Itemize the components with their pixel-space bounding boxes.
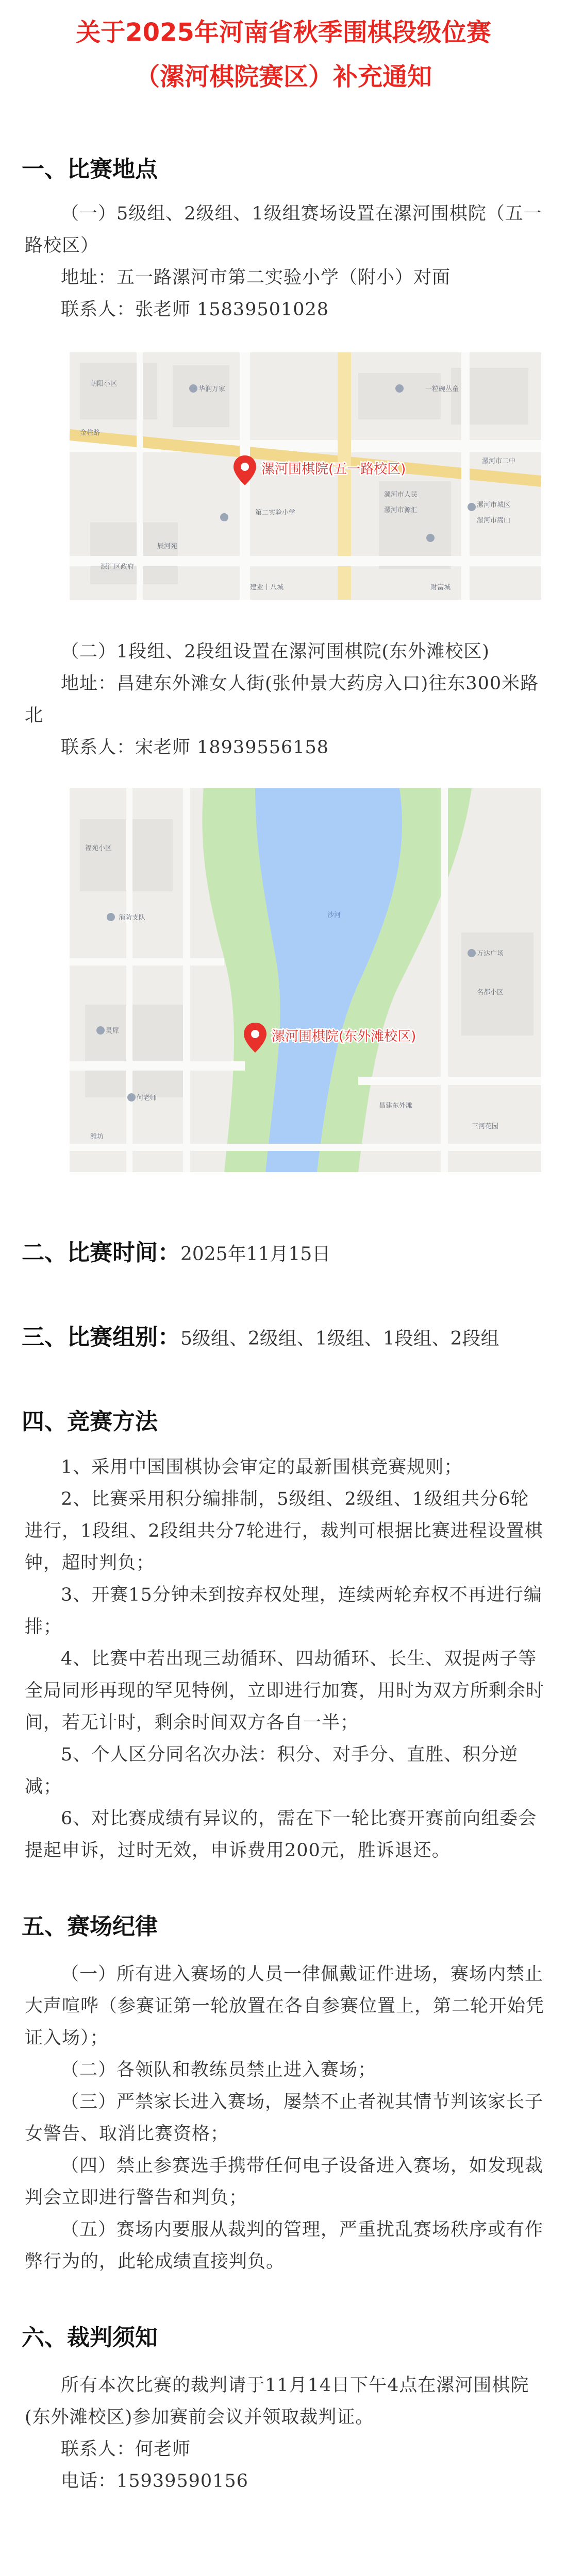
poi-dot [426,534,435,542]
method-item-6: 6、对比赛成绩有异议的，需在下一轮比赛开赛前向组委会提起申诉，过时无效，申诉费用200元，胜诉退还。 [25,1808,537,1861]
venue-2-text: （二）1段组、2段组设置在漯河围棋院(东外滩校区) [61,641,490,662]
discipline-item-1: （一）所有进入赛场的人员一律佩戴证件进场，赛场内禁止大声喧哗（参赛证第一轮放置在各自参赛位置上，第二轮开始凭证入场）； [25,1964,545,2048]
map-label: 名都小区 [477,989,504,996]
map-label: 昌建东外滩 [379,1102,413,1110]
section-time-heading [22,1234,567,1267]
poi-dot [395,384,404,393]
poi-dot [220,513,228,521]
poi-dot [468,949,476,957]
map-label: 漯河市二中 [482,457,516,465]
map-label: 辰河苑 [157,543,178,550]
venue-1-address: 地址：五一路漯河市第二实验小学（附小）对面 [61,267,451,288]
discipline-item-3: （三）严禁家长进入赛场，屡禁不止者视其情节判该家长子女警告、取消比赛资格； [25,2092,544,2144]
referee-phone: 电话：15939590156 [61,2471,248,2492]
map-label: 潍坊 [90,1133,104,1141]
section-groups-label: 三、比赛组别： [22,1324,180,1350]
map-label: 一粒碗丛童 [425,385,459,393]
map-label: 源汇区政府 [101,563,135,571]
section-referee-heading: 六、裁判须知 [22,2325,158,2351]
page-title [0,0,567,99]
map-label: 福苑小区 [85,844,112,852]
map-label: 万达广场 [477,950,504,958]
map-label: 消防支队 [119,914,146,922]
referee-text: 所有本次比赛的裁判请于11月14日下午4点在漯河围棋院(东外滩校区)参加赛前会议并领取裁判证。 [25,2375,529,2428]
map-label: 第二实验小学 [255,509,296,517]
map-label: 何老师 [137,1094,157,1102]
title-line-2: （漯河棋院赛区）补充通知 [135,62,432,91]
map-label: 漯河市人民 [384,491,418,499]
map-label: 建业十八城 [250,584,284,591]
method-item-4: 4、比赛中若出现三劫循环、四劫循环、长生、双提两子等全局同形再现的罕见特例，立即进行加赛，用时为双方所剩余时间，若无计时，剩余时间双方各自一半； [25,1649,545,1733]
map-label: 华润万家 [198,385,226,393]
section-venue-heading: 一、比赛地点 [22,156,158,182]
venue-2-address: 地址：昌建东外滩女人街(张仲景大药房入口)往东300米路北 [25,673,539,726]
discipline-item-5: （五）赛场内要服从裁判的管理，严重扰乱赛场秩序或有作弊行为的，此轮成绩直接判负。 [25,2219,544,2272]
map-dongwaitan-campus[interactable] [70,788,541,1172]
map-label: 漯河市城区 [477,501,511,509]
method-item-3: 3、开赛15分钟未到按弃权处理，连续两轮弃权不再进行编排； [25,1585,542,1637]
method-item-2: 2、比赛采用积分编排制，5级组、2级组、1级组共分6轮进行，1段组、2段组共分7轮进行，裁判可根据比赛进程设置棋钟，超时判负； [25,1489,543,1573]
map-label: 漯河市源汇 [384,506,418,514]
map-pin-label: 漯河围棋院(五一路校区) [261,462,406,477]
poi-dot [107,913,115,921]
section-method-heading: 四、竞赛方法 [22,1409,158,1435]
map-wuyi-campus[interactable] [70,352,541,600]
discipline-item-4: （四）禁止参赛选手携带任何电子设备进入赛场，如发现裁判会立即进行警告和判负； [25,2156,544,2208]
map-label: 三河花园 [472,1123,499,1130]
method-item-1: 1、采用中国围棋协会审定的最新围棋竞赛规则； [61,1457,463,1478]
section-time-value: 2025年11月15日 [180,1244,331,1265]
section-discipline-heading: 五、赛场纪律 [22,1913,158,1940]
poi-dot [127,1093,136,1101]
map-label: 灵犀 [106,1027,120,1035]
section-groups-heading [22,1318,567,1351]
method-item-5: 5、个人区分同名次办法：积分、对手分、直胜、积分逆减； [25,1744,519,1797]
section-time-label: 二、比赛时间： [22,1240,180,1266]
discipline-item-2: （二）各领队和教练员禁止进入赛场； [61,2060,377,2080]
section-groups-value: 5级组、2级组、1级组、1段组、2段组 [180,1328,499,1349]
referee-contact: 联系人：何老师 [61,2439,191,2460]
poi-dot [96,1026,105,1035]
venue-2-contact: 联系人：宋老师 18939556158 [61,737,329,758]
venue-1-contact: 联系人：张老师 15839501028 [61,299,329,320]
venue-1-text: （一）5级组、2级组、1级组赛场设置在漯河围棋院（五一路校区） [25,204,542,256]
map-label: 财富城 [430,584,451,591]
poi-dot [189,384,197,393]
map-label: 金柱路 [80,429,101,437]
map-label: 沙河 [327,911,341,919]
map-dongwaitan-svg [70,788,541,1172]
map-label: 朝阳小区 [90,380,118,388]
title-line-1: 关于2025年河南省秋季围棋段级位赛 [76,18,491,47]
map-label: 漯河市嵩山 [477,517,511,524]
map-wuyi-svg [70,352,541,600]
map-pin-label: 漯河围棋院(东外滩校区) [272,1029,416,1044]
poi-dot [468,503,476,511]
